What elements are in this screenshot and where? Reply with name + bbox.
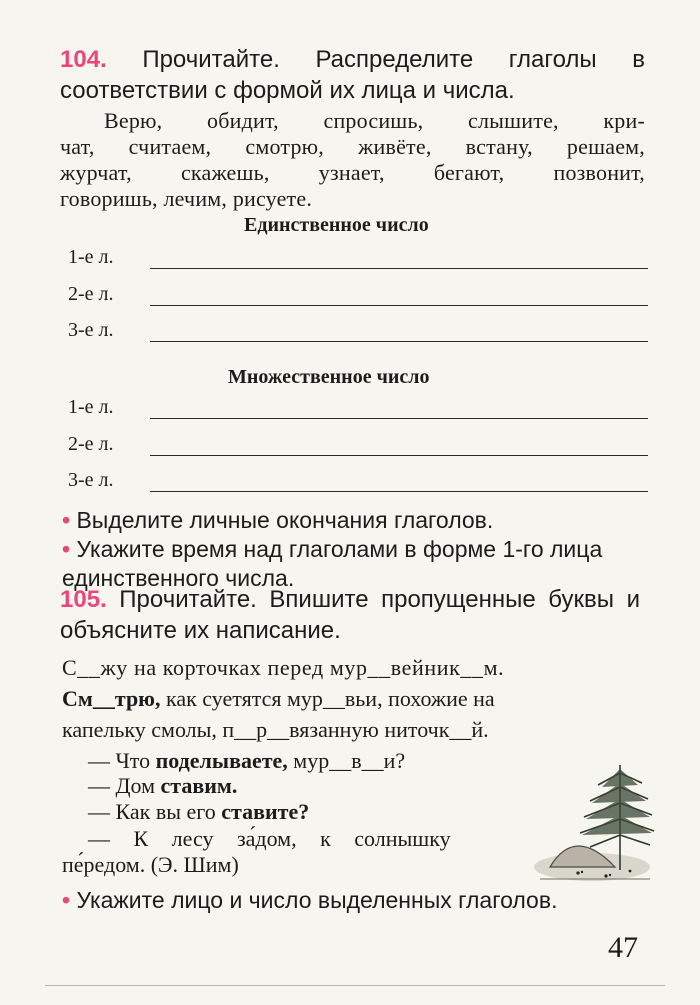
row-label: 1-е л. — [68, 396, 114, 418]
row-label: 2-е л. — [68, 283, 114, 305]
dictation-text: мур__в__и? — [287, 748, 406, 773]
word-line: Верю, обидит, спросишь, слышите, кри- — [104, 108, 645, 133]
plural-row-1 — [68, 393, 648, 419]
task-105-line-5 — [88, 772, 488, 799]
row-label: 3-е л. — [68, 469, 114, 491]
answer-line[interactable] — [150, 248, 648, 269]
task-105-line-7 — [88, 825, 518, 852]
highlighted-verb: поделываете, — [155, 748, 288, 773]
answer-line[interactable] — [150, 321, 648, 342]
anthill-illustration — [520, 755, 655, 890]
bullet-text: Выделите личные окончания глаголов. — [76, 507, 494, 533]
dictation-text: — Дом — [88, 773, 161, 798]
task-105-line-2 — [62, 685, 642, 712]
task-104-instruction: Прочитайте. Распределите глаголы в соответствии с формой их лица и числа. — [60, 46, 645, 104]
answer-line[interactable] — [150, 471, 648, 492]
task-105-number: 105. — [60, 586, 107, 613]
task-105-instruction: Прочитайте. Впишите пропущенные буквы и объясните их написание. — [60, 586, 640, 644]
task-105-line-1 — [62, 654, 642, 681]
word-line: чат, считаем, смотрю, живёте, встану, решаем, — [60, 134, 645, 159]
answer-line[interactable] — [150, 398, 648, 419]
dictation-text: пе́редом. (Э. Шим) — [62, 852, 239, 877]
task-104-bullet-2 — [62, 520, 642, 593]
dictation-text: С__жу на корточках перед мур__вейник__м. — [62, 655, 505, 680]
dictation-text: — К лесу за́дом, к солнышку — [88, 826, 451, 851]
answer-line[interactable] — [150, 285, 648, 306]
dictation-text: как суетятся мур__вьи, похожие на — [160, 686, 495, 711]
highlighted-verb: См__трю, — [62, 686, 161, 711]
singular-title: Единственное число — [244, 214, 429, 236]
task-105-line-8 — [62, 851, 482, 878]
bullet-icon: • — [62, 887, 71, 913]
task-105-bullet — [62, 886, 647, 915]
task-104-heading — [60, 44, 645, 106]
dictation-text: — Что — [88, 748, 156, 773]
bullet-text: Укажите лицо и число выделенных глаголов. — [76, 887, 558, 913]
bullet-icon: • — [62, 507, 71, 533]
singular-row-1 — [68, 243, 648, 269]
bottom-edge-rule — [45, 985, 665, 986]
row-label: 3-е л. — [68, 319, 114, 341]
word-line: журчат, скажешь, узнает, бегают, позвонит, — [60, 160, 645, 185]
task-104-word-list — [60, 108, 645, 212]
singular-row-2 — [68, 280, 648, 306]
plural-row-2 — [68, 430, 648, 456]
dictation-text: — Как вы его — [88, 799, 222, 824]
answer-line[interactable] — [150, 435, 648, 456]
word-line: говоришь, лечим, рисуете. — [60, 186, 313, 211]
bullet-text: Укажите время над глаголами в форме 1-го лица единственного числа. — [62, 536, 603, 591]
task-104-number: 104. — [60, 46, 107, 73]
singular-row-3 — [68, 316, 648, 342]
highlighted-verb: ставим. — [160, 773, 238, 798]
task-105-heading — [60, 584, 640, 646]
page-number: 47 — [608, 931, 638, 964]
dictation-text: капельку смолы, п__р__вязанную ниточк__й. — [62, 717, 489, 742]
task-105-line-4 — [88, 747, 488, 774]
row-label: 2-е л. — [68, 433, 114, 455]
task-105-line-6 — [88, 798, 488, 825]
plural-row-3 — [68, 466, 648, 492]
task-105-line-3 — [62, 716, 642, 743]
bullet-icon: • — [62, 536, 71, 562]
plural-title: Множественное число — [228, 366, 430, 388]
row-label: 1-е л. — [68, 246, 114, 268]
highlighted-verb: ставите? — [221, 799, 310, 824]
